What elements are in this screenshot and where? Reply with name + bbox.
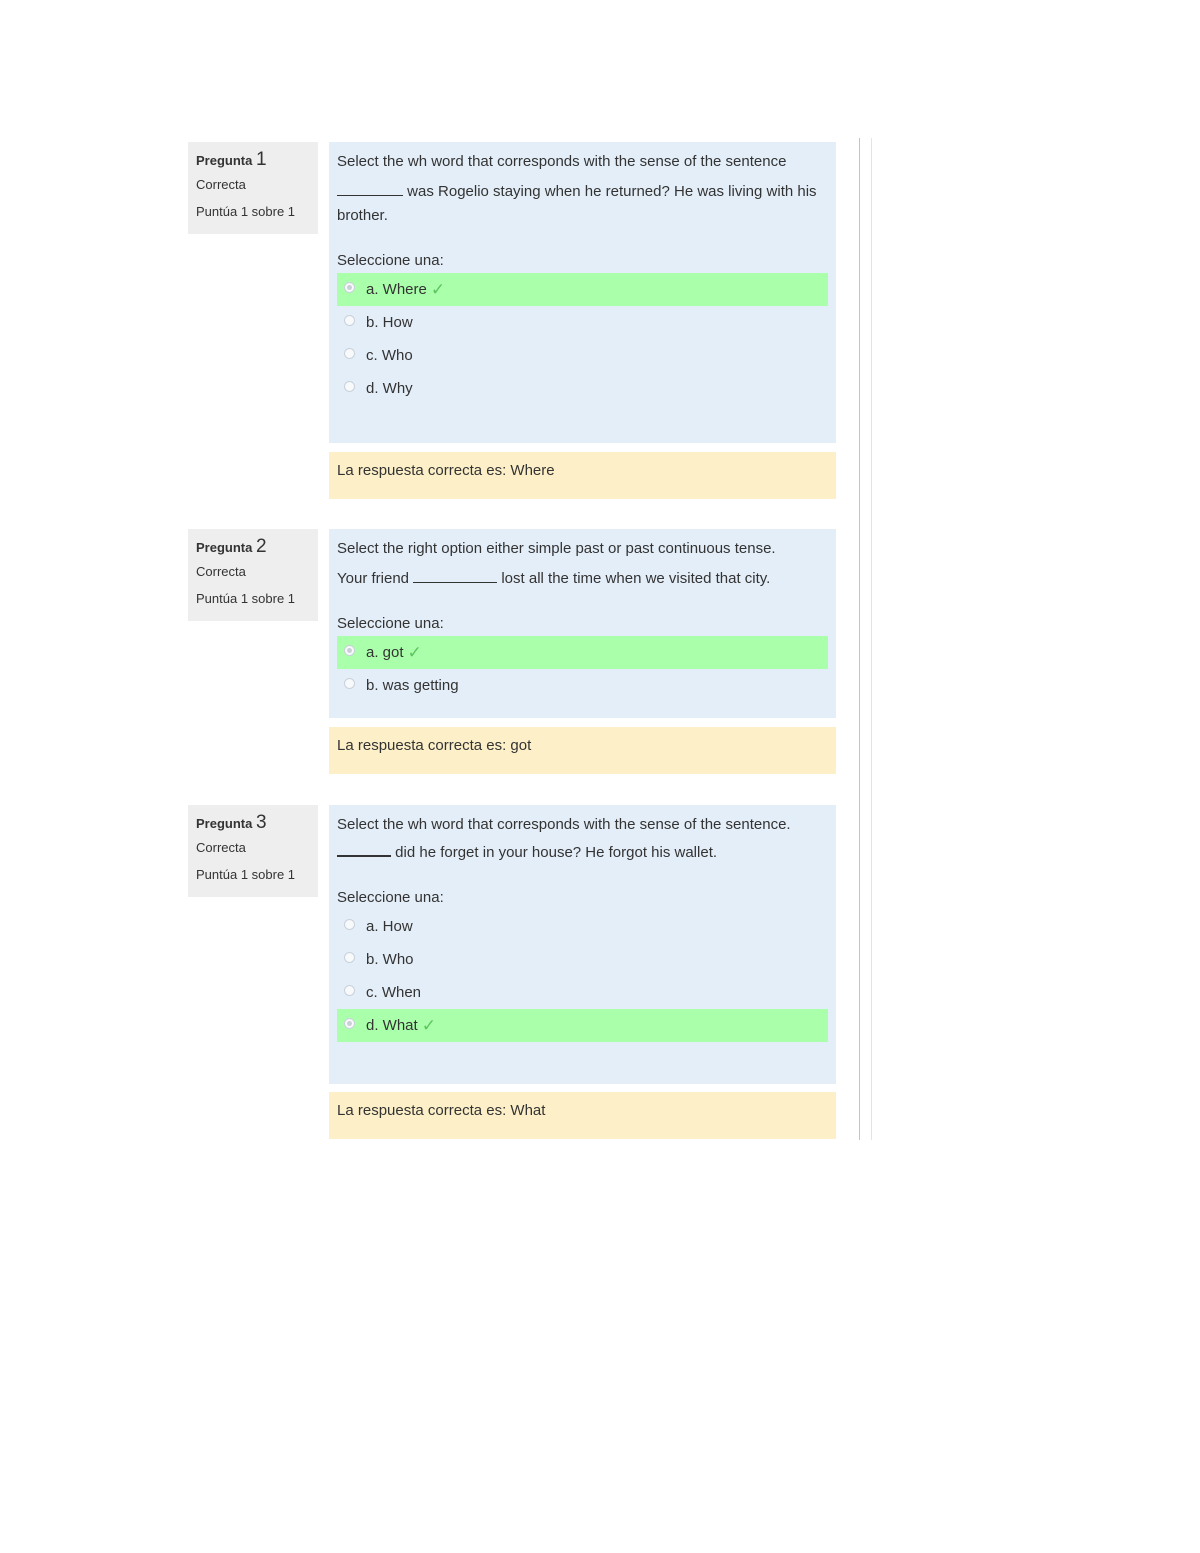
question-instruction: Select the wh word that corresponds with the sense of the sentence. (337, 816, 791, 833)
answer-options (337, 636, 828, 702)
option-label: a. got (366, 643, 404, 661)
question-text (337, 537, 828, 591)
answer-options (337, 910, 828, 1042)
question-sentence (337, 180, 828, 228)
option-b[interactable] (337, 669, 828, 702)
question-number (196, 813, 310, 834)
question-label: Pregunta (196, 153, 253, 168)
radio-icon[interactable] (344, 678, 355, 689)
answer-blank (337, 181, 403, 196)
option-c[interactable] (337, 339, 828, 372)
radio-icon[interactable] (344, 381, 355, 392)
answer-options (337, 273, 828, 405)
option-b[interactable] (337, 306, 828, 339)
correct-answer-feedback: La respuesta correcta es: What (329, 1092, 836, 1139)
radio-icon[interactable] (344, 315, 355, 326)
check-icon: ✓ (421, 1015, 436, 1035)
radio-icon[interactable] (344, 952, 355, 963)
option-b[interactable] (337, 943, 828, 976)
check-icon: ✓ (430, 279, 446, 299)
answer-prompt: Seleccione una: (337, 252, 444, 269)
question-instruction: Select the wh word that corresponds with the sense of the sentence (337, 153, 787, 170)
question-formulation (329, 805, 836, 1084)
question-sentence-text: was Rogelio staying when he returned? He was living with his brother. (337, 183, 817, 224)
option-label: c. When (366, 983, 422, 1001)
question-number (196, 537, 310, 558)
option-label: b. Who (366, 950, 414, 968)
question-grade: Puntúa 1 sobre 1 (196, 867, 296, 882)
question-state: Correcta (196, 840, 246, 855)
question-instruction: Select the right option either simple past or past continuous tense. (337, 540, 776, 557)
radio-icon[interactable] (344, 919, 355, 930)
question-number-value: 1 (255, 149, 267, 170)
correct-answer-feedback: La respuesta correcta es: Where (329, 452, 836, 499)
answer-blank (337, 841, 391, 857)
question-sentence-text: did he forget in your house? He forgot his wallet. (395, 844, 718, 861)
question-sentence-end: lost all the time when we visited that city. (501, 570, 771, 587)
option-label: d. Why (366, 379, 413, 397)
radio-icon[interactable] (344, 645, 355, 656)
option-a[interactable] (337, 636, 828, 669)
option-label: b. How (366, 313, 413, 331)
question-sentence (337, 567, 828, 591)
option-label: d. What (366, 1016, 418, 1034)
question-info (188, 529, 318, 621)
question-grade: Puntúa 1 sobre 1 (196, 591, 296, 606)
question-label: Pregunta (196, 540, 253, 555)
answer-prompt: Seleccione una: (337, 615, 444, 632)
question-formulation (329, 529, 836, 718)
option-label: a. How (366, 917, 413, 935)
option-c[interactable] (337, 976, 828, 1009)
check-icon: ✓ (407, 642, 422, 662)
option-label: c. Who (366, 346, 413, 364)
option-label: b. was getting (366, 676, 459, 694)
radio-icon[interactable] (344, 282, 355, 293)
option-d[interactable] (337, 372, 828, 405)
question-info (188, 142, 318, 234)
option-label: a. Where (366, 280, 427, 298)
page-scroll-rule (859, 138, 872, 1140)
correct-answer-feedback: La respuesta correcta es: got (329, 727, 836, 774)
radio-icon[interactable] (344, 1018, 355, 1029)
question-label: Pregunta (196, 816, 253, 831)
question-sentence (337, 841, 828, 865)
question-text (337, 150, 828, 228)
question-state: Correcta (196, 564, 246, 579)
question-sentence-start: Your friend (337, 570, 409, 587)
question-number-value: 2 (255, 536, 267, 557)
option-a[interactable] (337, 910, 828, 943)
option-a[interactable] (337, 273, 828, 306)
question-info (188, 805, 318, 897)
option-d[interactable] (337, 1009, 828, 1042)
answer-blank (413, 568, 497, 583)
answer-prompt: Seleccione una: (337, 889, 444, 906)
radio-icon[interactable] (344, 985, 355, 996)
question-formulation (329, 142, 836, 443)
question-grade: Puntúa 1 sobre 1 (196, 204, 296, 219)
question-text (337, 813, 828, 865)
question-state: Correcta (196, 177, 246, 192)
question-number-value: 3 (255, 812, 267, 833)
radio-icon[interactable] (344, 348, 355, 359)
question-number (196, 150, 310, 171)
